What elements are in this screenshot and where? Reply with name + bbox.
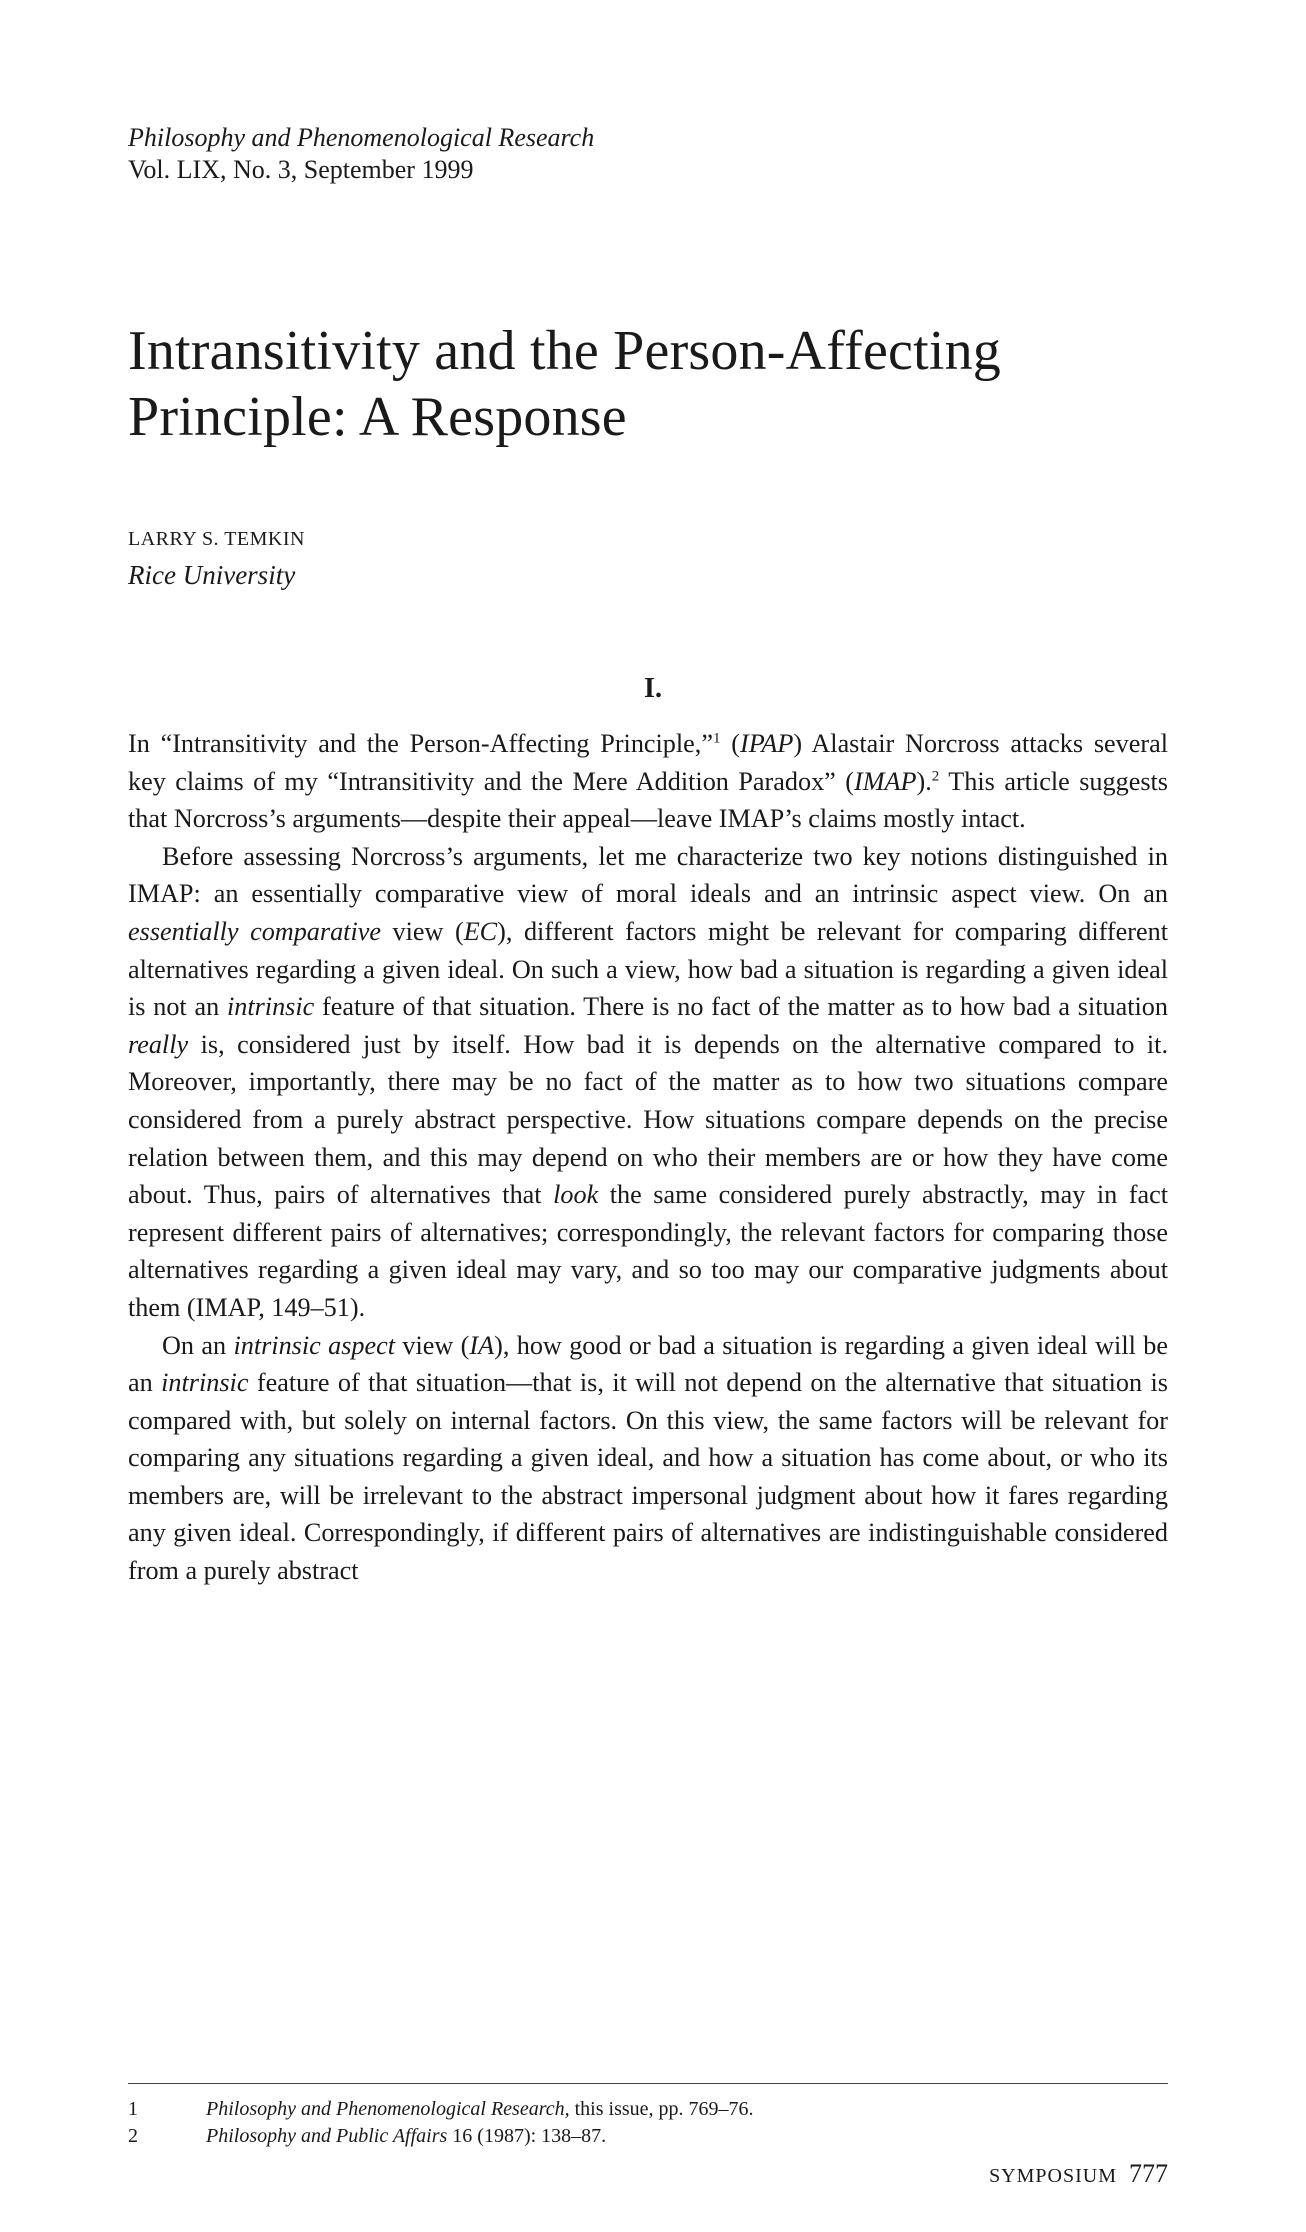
footnote-text [206, 2123, 606, 2150]
p2-text-k: the same considered purely abstractly, may in fact represent different pairs of alternatives; correspondingly, the relevant factors for comparing those alternatives regarding a given ideal may vary, and so too may our comparative judgments about them (IMAP, 149–51). [128, 1180, 1168, 1322]
footnote-text [206, 2096, 754, 2123]
journal-header [128, 122, 594, 186]
p3-italic-b: intrinsic aspect [233, 1330, 396, 1360]
footnote-2 [128, 2123, 1168, 2150]
page-footer [960, 2158, 1168, 2192]
p1-ipap: IPAP [739, 729, 794, 758]
footnote-ref-2: 2 [931, 767, 940, 784]
volume-roman: LIX [176, 155, 220, 184]
footnote-source-rest: 16 (1987): 138–87. [447, 2125, 607, 2147]
p2-italic-f: intrinsic [226, 992, 315, 1022]
p2-italic-d: EC [463, 916, 498, 946]
author-name: LARRY S. TEMKIN [128, 528, 305, 550]
footnote-source-rest: this issue, pp. 769–76. [569, 2098, 754, 2120]
footnote-1 [128, 2096, 1168, 2123]
footnote-number: 2 [128, 2125, 138, 2147]
p1-text-f: ). [916, 766, 932, 796]
footnotes [128, 2096, 1168, 2150]
journal-name: Philosophy and Phenomenological Research [128, 123, 595, 152]
p3-text-e: ), how good or bad a situation is regarding a given ideal will be an [128, 1330, 1168, 1398]
p1-imap: IMAP [853, 766, 917, 796]
p2-text-i: is, considered just by itself. How bad it is depends on the alternative compared to it. Moreover, importantly, there may be no fact of the matter as to how two situations compare considered from a purely abstract perspective. How situations compare depends on the precise relation between them, and this may depend on who their members are or how they have come about. Thus, pairs of alternatives that [128, 1029, 1168, 1210]
footnote-ref-1: 1 [712, 730, 721, 747]
footnote-divider [128, 2083, 1168, 2084]
author-affiliation: Rice University [128, 560, 296, 590]
p3-text-g: feature of that situation—that is, it will not depend on the alternative that situation is compared with, but solely on internal factors. On this view, the same factors will be relevant for comparing any situations regarding a given ideal, and how a situation has come about, or who its members are, will be irrelevant to the abstract impersonal judgment about how it fares regarding any given ideal. Correspondingly, if different pairs of alternatives are indistinguishable considered from a purely abstract [128, 1368, 1169, 1586]
p2-text-g: feature of that situation. There is no fact of the matter as to how bad a situation [314, 992, 1168, 1022]
p2-italic-h: really [128, 1029, 189, 1059]
journal-volume [128, 154, 594, 186]
p2-italic-b: essentially comparative [128, 916, 381, 946]
volume-rest: , No. 3, September 1999 [219, 155, 474, 184]
p3-text-a: On an [162, 1330, 234, 1360]
footnote-source-title: Philosophy and Public Affairs [206, 2125, 448, 2147]
footnote-source-title: Philosophy and Phenomenological Research, [206, 2098, 570, 2120]
p3-italic-d: IA [469, 1330, 495, 1360]
p1-text-b: ( [720, 729, 740, 758]
paragraph-2 [128, 838, 1168, 1327]
footnote-number: 1 [128, 2098, 138, 2120]
p3-text-c: view ( [395, 1330, 470, 1360]
symposium-label: SYMPOSIUM [989, 2165, 1117, 2187]
paragraph-3 [128, 1327, 1168, 1590]
paragraph-1 [128, 725, 1168, 838]
volume-prefix: Vol. [128, 155, 177, 184]
section-heading: I. [644, 673, 662, 704]
p2-italic-j: look [553, 1180, 599, 1210]
p1-text-d: ) Alastair Norcross attacks several key claims of my “Intransitivity and the Mere Addition Paradox” ( [128, 729, 1168, 796]
p1-text-g: This article suggests that Norcross’s arguments—despite their appeal—leave IMAP’s claims mostly intact. [128, 766, 1168, 834]
p1-text-a: In “Intransitivity and the Person-Affecting Principle,” [128, 729, 713, 758]
p2-text-a: Before assessing Norcross’s arguments, let me characterize two key notions distinguished in IMAP: an essentially comparative view of moral ideals and an intrinsic aspect view. On an [128, 841, 1168, 909]
p2-text-c: view ( [380, 916, 464, 946]
article-body [128, 725, 1168, 1590]
article-title: Intransitivity and the Person-Affecting Principle: A Response [128, 320, 1002, 448]
p3-italic-f: intrinsic [161, 1368, 249, 1398]
p2-text-e: ), different factors might be relevant for comparing different alternatives regarding a given ideal. On such a view, how bad a situation is regarding a given ideal is not an [128, 916, 1168, 1022]
page-number: 777 [1129, 2159, 1168, 2188]
